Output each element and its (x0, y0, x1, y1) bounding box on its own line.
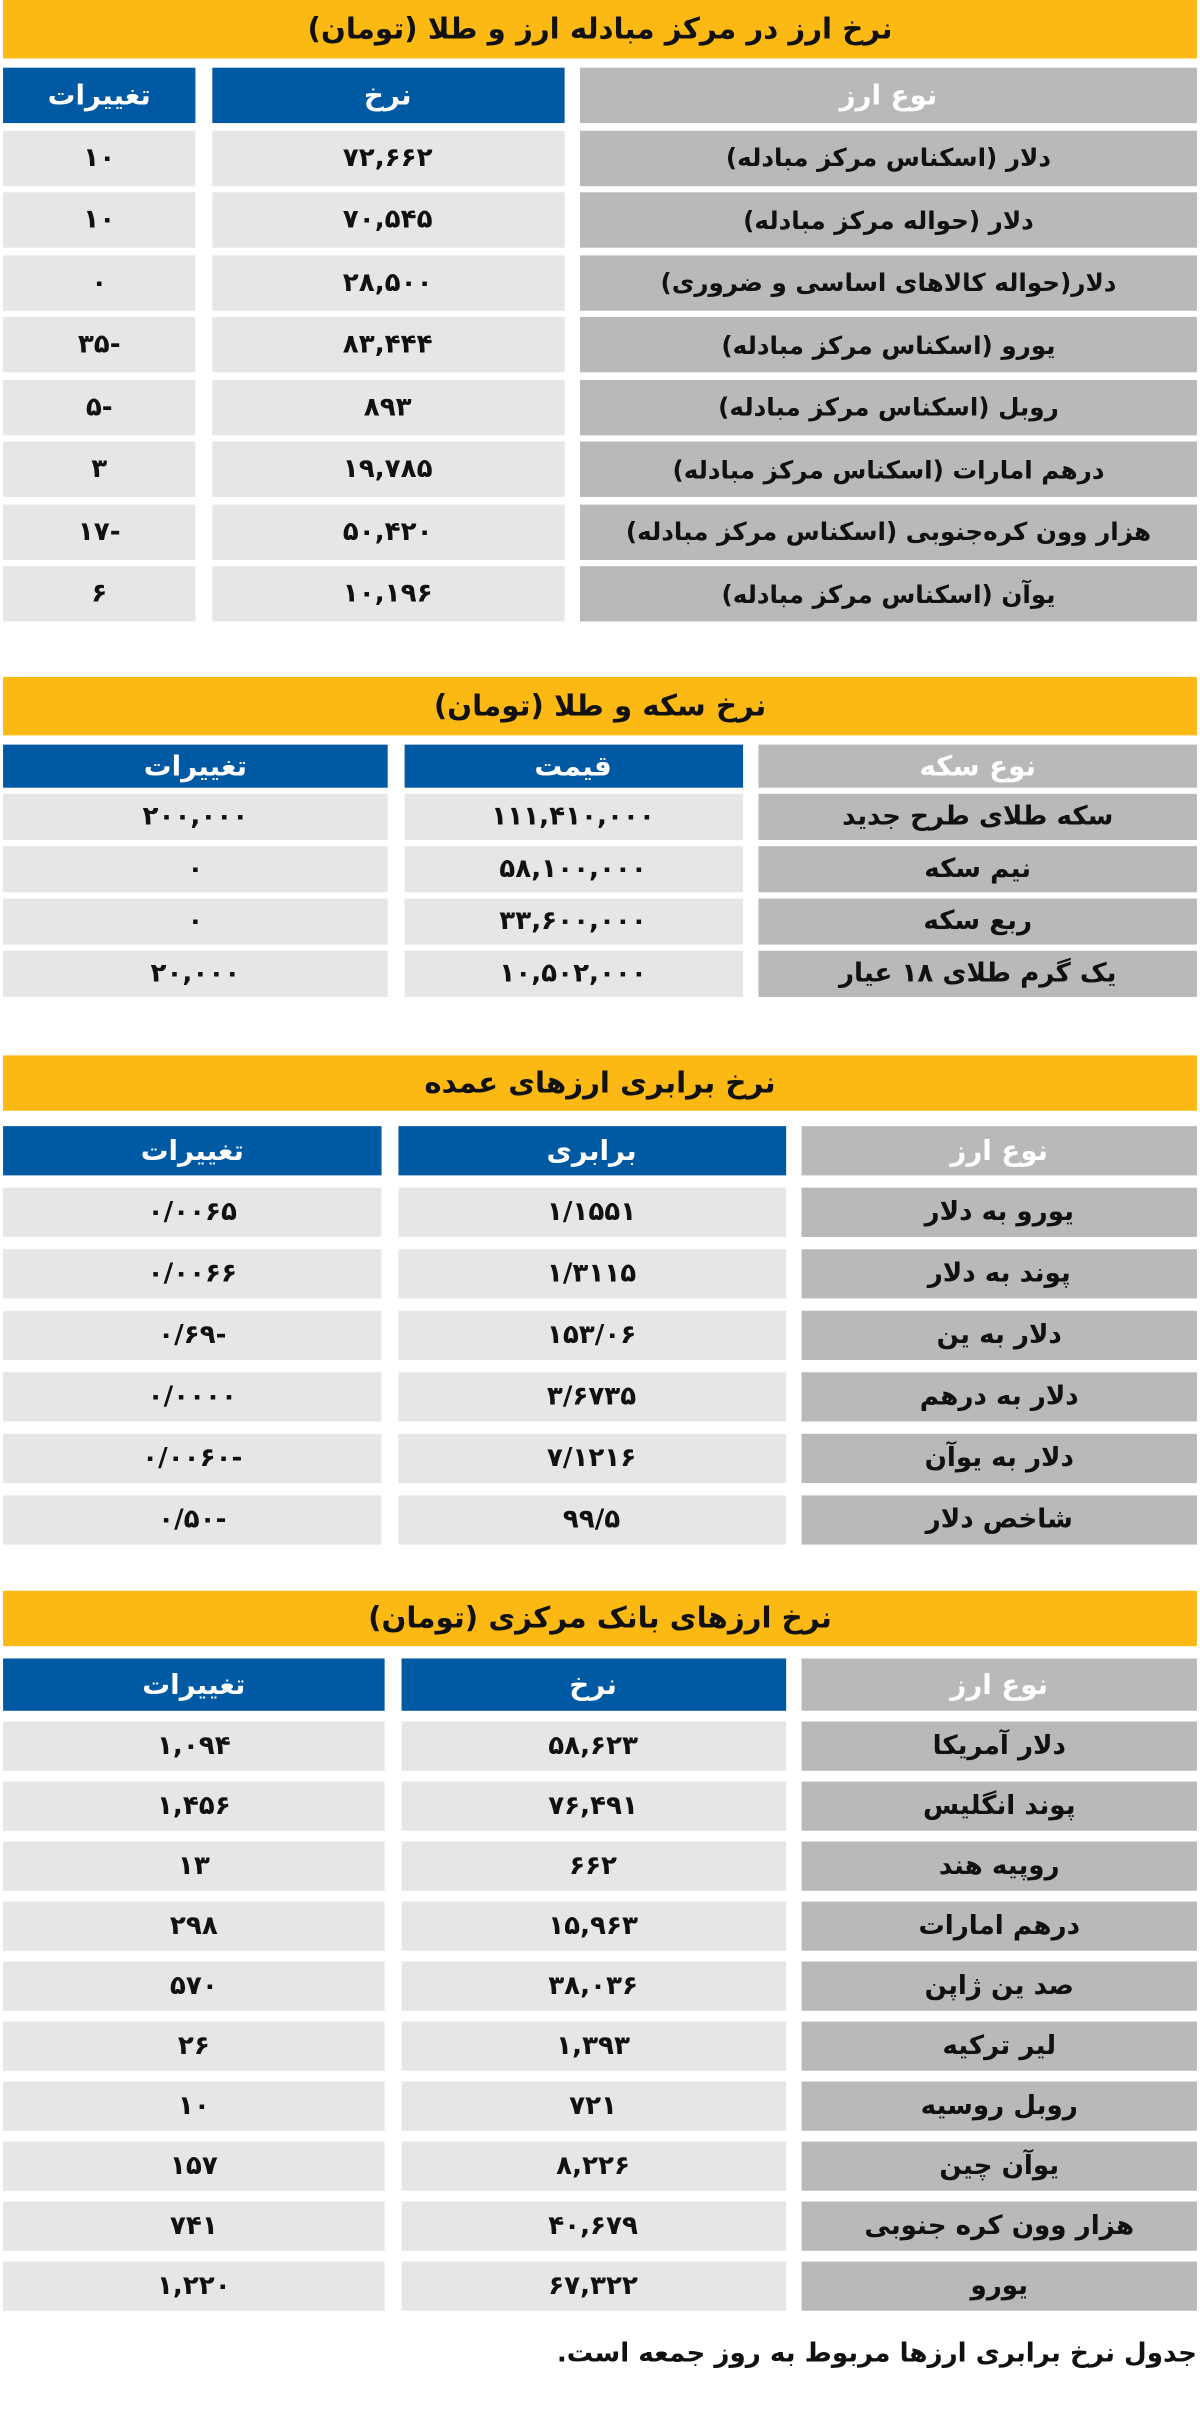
cell-name: درهم امارات (802, 1902, 1197, 1951)
cell-change: ۲۰۰,۰۰۰ (3, 794, 388, 840)
cell-name: دلار (اسکناس مرکز مبادله) (580, 130, 1197, 185)
table-row (3, 1902, 1197, 1951)
table-row (3, 1311, 1197, 1360)
cell-name: سکه طلای طرح جدید (758, 794, 1196, 840)
cell-change: ۰ (3, 255, 195, 310)
section-title: نرخ برابری ارزهای عمده (3, 1055, 1197, 1110)
cell-rate: ۱۹,۷۸۵ (212, 442, 564, 497)
cell-name: یوآن (اسکناس مرکز مبادله) (580, 566, 1197, 621)
major-currency-parity-table (3, 1055, 1197, 1544)
cell-name: یورو به دلار (802, 1188, 1197, 1237)
cell-rate: ۱۵۳/۰۶ (398, 1311, 786, 1360)
cell-name: پوند انگلیس (802, 1782, 1197, 1831)
cell-rate: ۳۸,۰۳۶ (401, 1962, 786, 2011)
cell-rate: ۴۰,۶۷۹ (401, 2202, 786, 2251)
table-body (3, 130, 1197, 622)
cell-name: هزار وون کره‌جنوبی (اسکناس مرکز مبادله) (580, 504, 1197, 559)
cell-change: ۱,۰۹۴ (3, 1722, 385, 1771)
table-row (3, 192, 1197, 247)
cell-change: ۲۶ (3, 2022, 385, 2071)
cell-rate: ۱/۳۱۱۵ (398, 1249, 786, 1298)
cell-rate: ۷۰,۵۴۵ (212, 192, 564, 247)
cell-name: شاخص دلار (802, 1495, 1197, 1544)
table-row (3, 2202, 1197, 2251)
cell-name: روبل روسیه (802, 2082, 1197, 2131)
cell-rate: ۸۳,۴۴۴ (212, 317, 564, 372)
header-change: تغییرات (3, 745, 388, 788)
table-row (3, 1962, 1197, 2011)
cell-name: یورو (802, 2262, 1197, 2311)
cell-rate: ۸۹۳ (212, 379, 564, 434)
cell-name: دلار (حواله مرکز مبادله) (580, 192, 1197, 247)
cell-change: -۰/۶۹ (3, 1311, 381, 1360)
cell-change: ۲۰,۰۰۰ (3, 951, 388, 997)
cell-rate: ۷۲۱ (401, 2082, 786, 2131)
cell-change: ۱,۴۵۶ (3, 1782, 385, 1831)
cell-change: ۶ (3, 566, 195, 621)
cell-rate: ۹۹/۵ (398, 1495, 786, 1544)
header-change: تغییرات (3, 1658, 385, 1710)
cell-change: ۰ (3, 898, 388, 944)
table-row (3, 1188, 1197, 1237)
table-header-row (3, 745, 1197, 788)
table-header-row (3, 68, 1197, 123)
table-row (3, 379, 1197, 434)
cell-rate: ۸,۲۲۶ (401, 2142, 786, 2191)
header-change: تغییرات (3, 68, 195, 123)
header-name: نوع ارز (580, 68, 1197, 123)
cell-rate: ۲۸,۵۰۰ (212, 255, 564, 310)
header-name: نوع ارز (802, 1658, 1197, 1710)
cell-name: دلار آمریکا (802, 1722, 1197, 1771)
cell-change: -۰/۵۰ (3, 1495, 381, 1544)
central-bank-rates-table (3, 1591, 1197, 2311)
cell-name: روپیه هند (802, 1842, 1197, 1891)
cell-rate: ۷/۱۲۱۶ (398, 1434, 786, 1483)
table-row (3, 794, 1197, 840)
cell-name: دلار به درهم (802, 1372, 1197, 1421)
cell-name: لیر ترکیه (802, 2022, 1197, 2071)
cell-change: ۰/۰۰۶۵ (3, 1188, 381, 1237)
cell-rate: ۶۷,۳۲۲ (401, 2262, 786, 2311)
cell-name: یوآن چین (802, 2142, 1197, 2191)
cell-change: ۱۵۷ (3, 2142, 385, 2191)
table-row (3, 1249, 1197, 1298)
table-row (3, 442, 1197, 497)
cell-name: ربع سکه (758, 898, 1196, 944)
table-body (3, 794, 1197, 997)
table-row (3, 130, 1197, 185)
header-change: تغییرات (3, 1126, 381, 1175)
cell-change: ۷۴۱ (3, 2202, 385, 2251)
table-row (3, 898, 1197, 944)
table-row (3, 1372, 1197, 1421)
cell-change: ۱۰ (3, 130, 195, 185)
cell-name: هزار وون کره جنوبی (802, 2202, 1197, 2251)
cell-rate: ۱۰,۱۹۶ (212, 566, 564, 621)
cell-change: -۱۷ (3, 504, 195, 559)
cell-rate: ۱۰,۵۰۲,۰۰۰ (404, 951, 742, 997)
table-row (3, 1495, 1197, 1544)
table-row (3, 951, 1197, 997)
cell-change: ۱۳ (3, 1842, 385, 1891)
cell-rate: ۳۳,۶۰۰,۰۰۰ (404, 898, 742, 944)
table-row (3, 2082, 1197, 2131)
header-rate: نرخ (212, 68, 564, 123)
cell-rate: ۵۰,۴۲۰ (212, 504, 564, 559)
table-header-row (3, 1658, 1197, 1710)
cell-rate: ۱,۳۹۳ (401, 2022, 786, 2071)
cell-change: ۰/۰۰۰۰ (3, 1372, 381, 1421)
table-row (3, 2262, 1197, 2311)
table-row (3, 2022, 1197, 2071)
cell-change: ۱,۲۲۰ (3, 2262, 385, 2311)
header-rate: برابری (398, 1126, 786, 1175)
cell-name: درهم امارات (اسکناس مرکز مبادله) (580, 442, 1197, 497)
section-title: نرخ ارز در مرکز مبادله ارز و طلا (تومان) (3, 0, 1197, 58)
table-row (3, 566, 1197, 621)
exchange-center-rates-table (3, 0, 1197, 622)
table-row (3, 1434, 1197, 1483)
footnote: جدول نرخ برابری ارزها مربوط به روز جمعه است. (556, 2338, 1197, 2370)
cell-change: ۱۰ (3, 2082, 385, 2131)
table-row (3, 846, 1197, 892)
header-rate: نرخ (401, 1658, 786, 1710)
header-name: نوع ارز (802, 1126, 1197, 1175)
header-rate: قیمت (404, 745, 742, 788)
cell-name: دلار(حواله کالاهای اساسی و ضروری) (580, 255, 1197, 310)
cell-change: -۳۵ (3, 317, 195, 372)
table-body (3, 1188, 1197, 1545)
cell-change: ۵۷۰ (3, 1962, 385, 2011)
coin-gold-prices-table (3, 677, 1197, 997)
cell-name: روبل (اسکناس مرکز مبادله) (580, 379, 1197, 434)
cell-rate: ۵۸,۶۲۳ (401, 1722, 786, 1771)
cell-change: ۱۰ (3, 192, 195, 247)
cell-change: ۲۹۸ (3, 1902, 385, 1951)
cell-change: ۳ (3, 442, 195, 497)
cell-change: -۰/۰۰۶۰ (3, 1434, 381, 1483)
cell-name: صد ین ژاپن (802, 1962, 1197, 2011)
cell-name: دلار به یوآن (802, 1434, 1197, 1483)
cell-rate: ۵۸,۱۰۰,۰۰۰ (404, 846, 742, 892)
cell-name: دلار به ین (802, 1311, 1197, 1360)
table-row (3, 2142, 1197, 2191)
table-body (3, 1722, 1197, 2311)
cell-name: نیم سکه (758, 846, 1196, 892)
table-row (3, 504, 1197, 559)
table-row (3, 1842, 1197, 1891)
cell-rate: ۶۶۲ (401, 1842, 786, 1891)
table-header-row (3, 1126, 1197, 1175)
section-title: نرخ سکه و طلا (تومان) (3, 677, 1197, 735)
table-row (3, 317, 1197, 372)
cell-change: ۰ (3, 846, 388, 892)
table-row (3, 1722, 1197, 1771)
cell-name: یورو (اسکناس مرکز مبادله) (580, 317, 1197, 372)
cell-change: ۰/۰۰۶۶ (3, 1249, 381, 1298)
table-row (3, 1782, 1197, 1831)
table-row (3, 255, 1197, 310)
cell-rate: ۱/۱۵۵۱ (398, 1188, 786, 1237)
cell-rate: ۱۵,۹۶۳ (401, 1902, 786, 1951)
cell-name: یک گرم طلای ۱۸ عیار (758, 951, 1196, 997)
cell-name: پوند به دلار (802, 1249, 1197, 1298)
section-title: نرخ ارزهای بانک مرکزی (تومان) (3, 1591, 1197, 1646)
cell-change: -۵ (3, 379, 195, 434)
header-name: نوع سکه (758, 745, 1196, 788)
cell-rate: ۷۲,۶۶۲ (212, 130, 564, 185)
cell-rate: ۷۶,۴۹۱ (401, 1782, 786, 1831)
cell-rate: ۱۱۱,۴۱۰,۰۰۰ (404, 794, 742, 840)
cell-rate: ۳/۶۷۳۵ (398, 1372, 786, 1421)
